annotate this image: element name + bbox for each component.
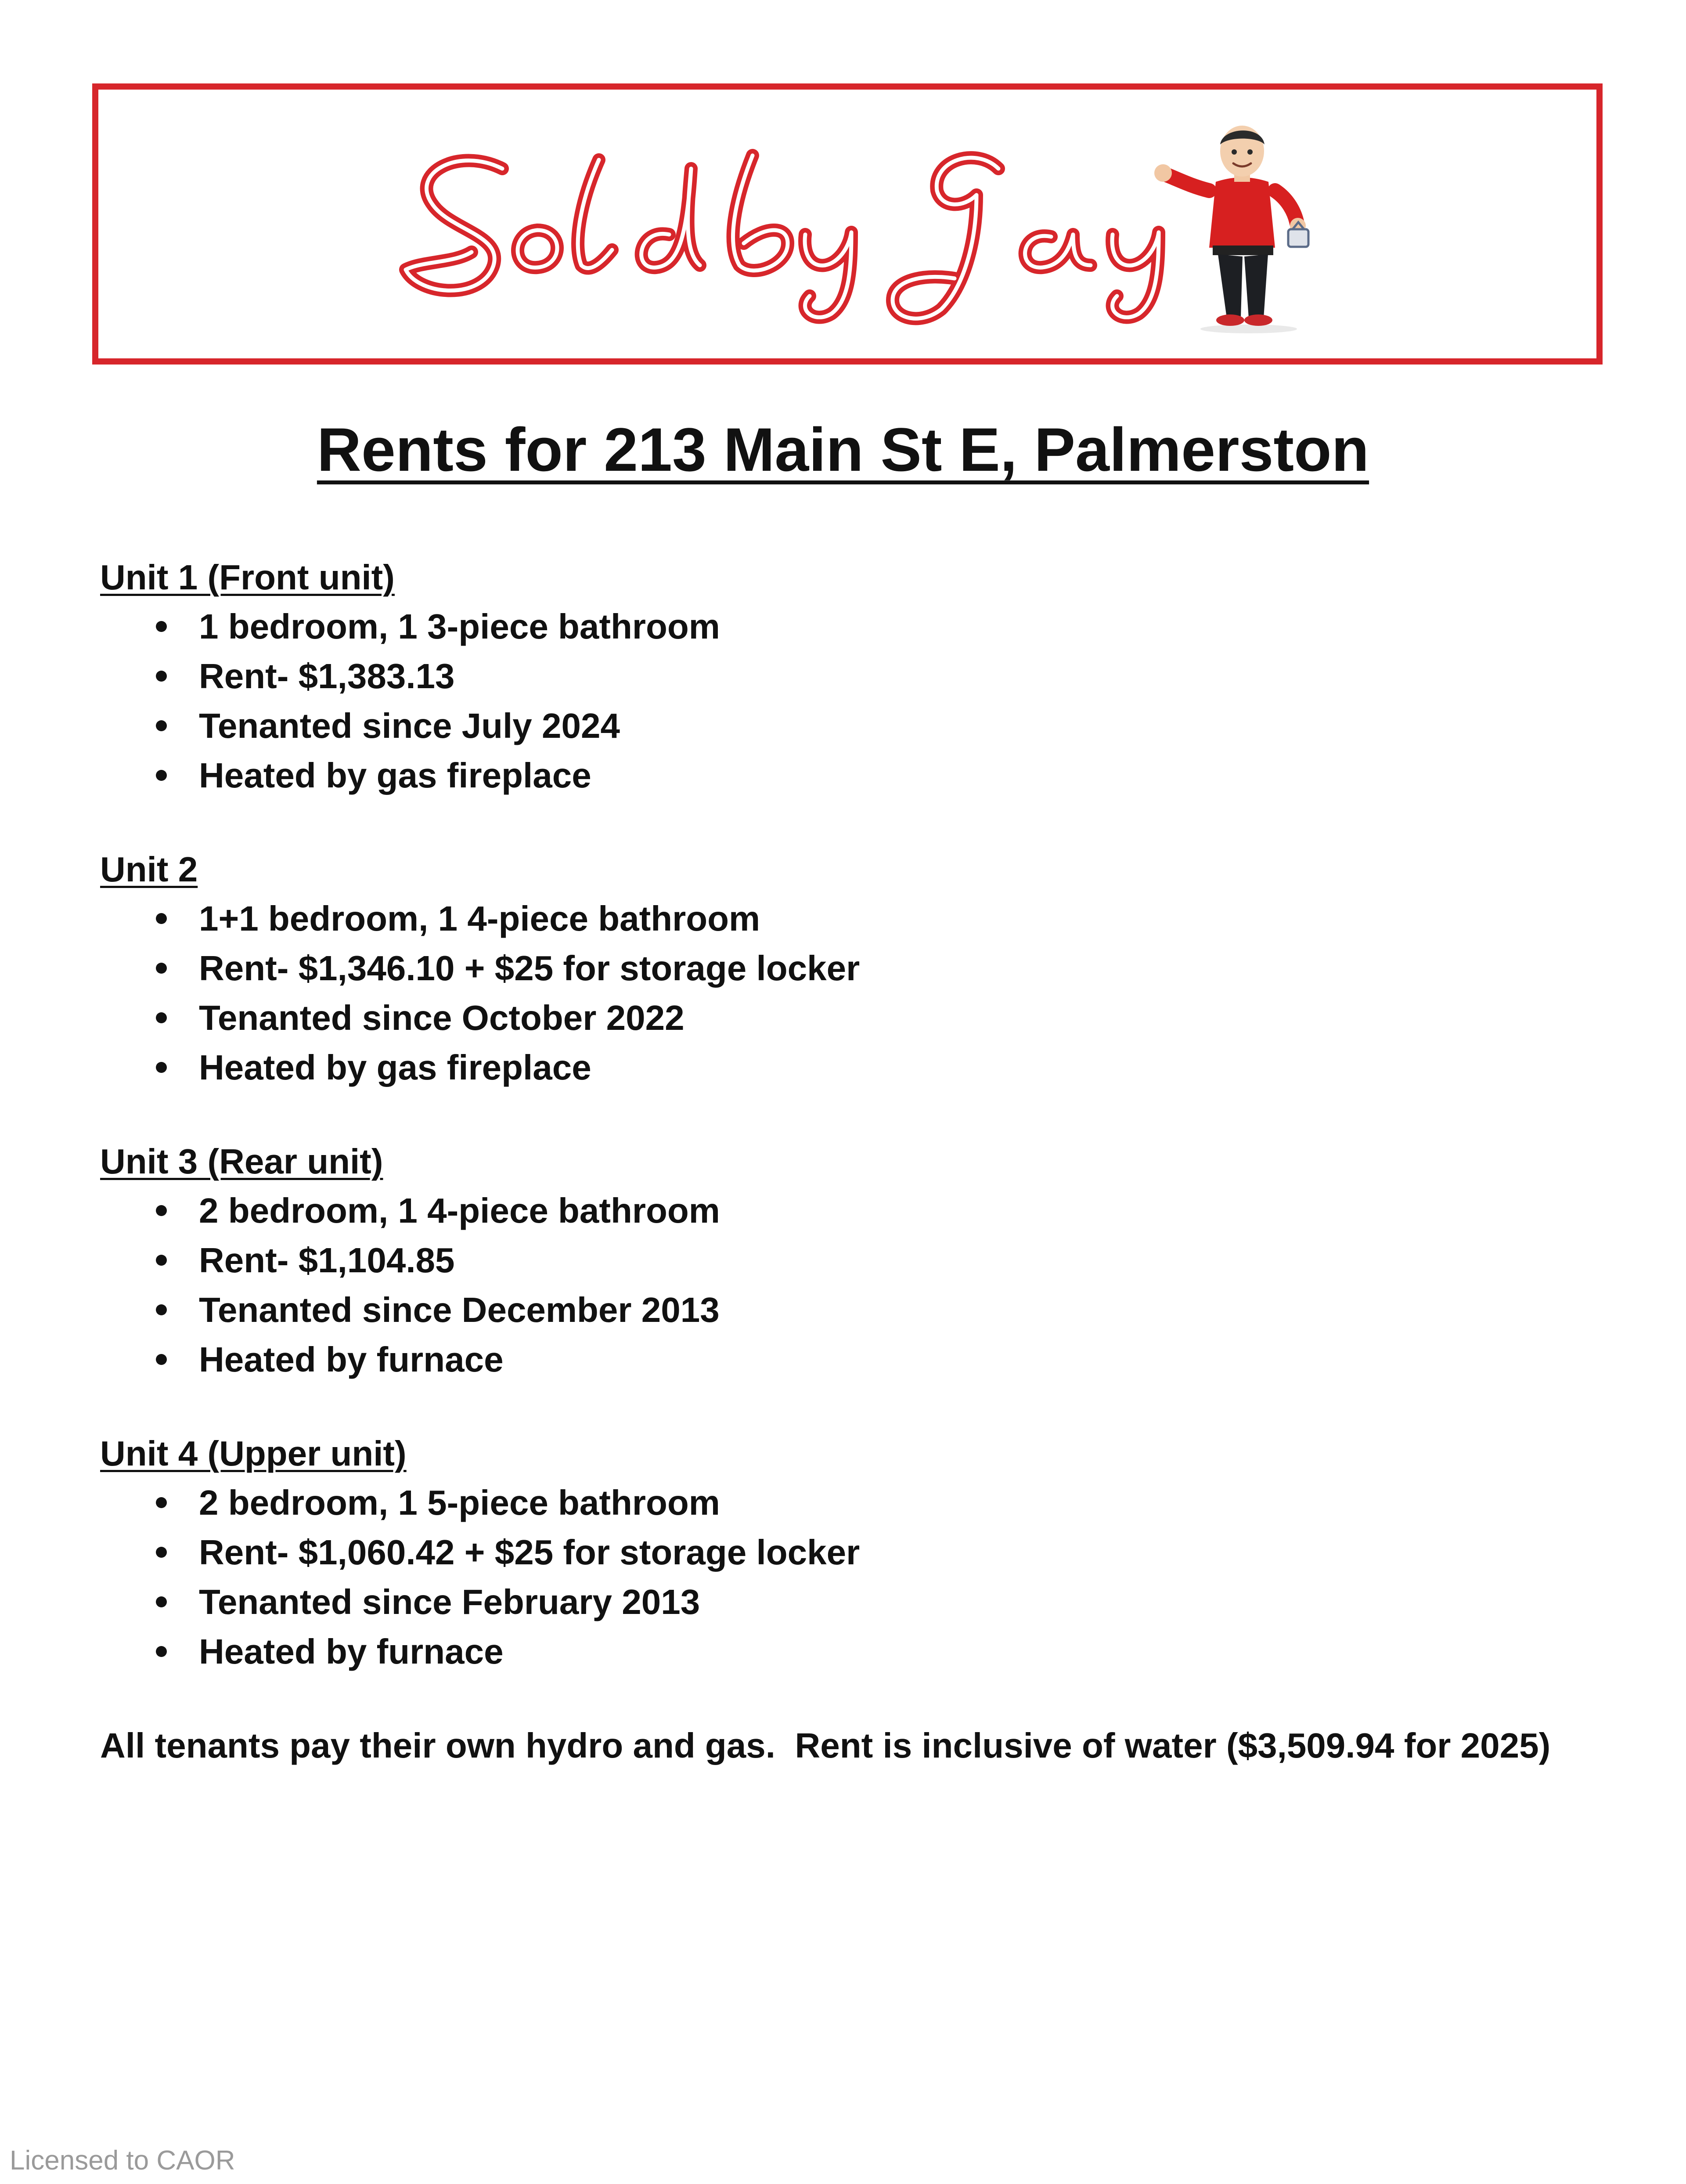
page-title [0,413,1686,487]
unit-heading: Unit 2 [100,850,198,889]
bullet-icon [156,1596,167,1607]
bullet-icon [156,1304,167,1315]
list-item-text: Tenanted since July 2024 [199,706,620,745]
list-item-text: 2 bedroom, 1 4-piece bathroom [199,1191,720,1230]
list-item [100,1186,1593,1235]
sold-by-jay-banner [92,83,1603,365]
bullet-icon [156,913,167,924]
list-item [100,1478,1593,1527]
bullet-icon [156,671,167,682]
list-item [100,1335,1593,1384]
mascot-icon [1143,125,1337,336]
unit-section-4 [100,1430,1593,1676]
bullet-icon [156,1205,167,1216]
unit-details-list [100,1478,1593,1676]
list-item [100,993,1593,1043]
license-watermark: Licensed to CAOR [10,2145,235,2176]
list-item [100,1285,1593,1335]
bullet-icon [156,1354,167,1365]
list-item-text: Heated by gas fireplace [199,1048,591,1087]
unit-details-list [100,1186,1593,1384]
unit-heading: Unit 3 (Rear unit) [100,1142,383,1181]
utilities-note: All tenants pay their own hydro and gas. Rent is inclusive of water ($3,509.94 for 2025) [100,1726,1551,1765]
bullet-icon [156,1062,167,1073]
unit-details-list [100,894,1593,1092]
bullet-icon [156,1547,167,1558]
list-item-text: 1+1 bedroom, 1 4-piece bathroom [199,899,760,938]
list-item-text: Heated by furnace [199,1632,504,1671]
unit-details-list [100,602,1593,800]
list-item-text: 1 bedroom, 1 3-piece bathroom [199,607,720,646]
list-item [100,751,1593,800]
list-item-text: Tenanted since February 2013 [199,1582,700,1621]
list-item [100,651,1593,701]
list-item-text: Rent- $1,383.13 [199,657,455,696]
list-item-text: 2 bedroom, 1 5-piece bathroom [199,1483,720,1522]
unit-heading: Unit 1 (Front unit) [100,558,395,597]
bullet-icon [156,1255,167,1266]
list-item [100,1527,1593,1577]
list-item [100,1043,1593,1092]
list-item-text: Tenanted since October 2022 [199,998,684,1037]
bullet-icon [156,1497,167,1508]
list-item-text: Rent- $1,346.10 + $25 for storage locker [199,949,860,988]
list-item [100,701,1593,751]
bullet-icon [156,1012,167,1023]
list-item [100,1627,1593,1676]
bullet-icon [156,1646,167,1657]
bullet-icon [156,720,167,731]
unit-section-1 [100,553,1593,800]
bullet-icon [156,963,167,974]
page-title-text: Rents for 213 Main St E, Palmerston [317,415,1369,484]
bullet-icon [156,770,167,781]
list-item-text: Rent- $1,104.85 [199,1241,455,1280]
list-item [100,602,1593,651]
unit-heading: Unit 4 (Upper unit) [100,1434,407,1473]
list-item-text: Tenanted since December 2013 [199,1290,720,1329]
list-item [100,1577,1593,1627]
list-item [100,943,1593,993]
list-item [100,894,1593,943]
list-item-text: Heated by furnace [199,1340,504,1379]
sold-by-jay-logo [393,120,1249,331]
unit-section-3 [100,1137,1593,1384]
list-item [100,1235,1593,1285]
bullet-icon [156,621,167,632]
list-item-text: Heated by gas fireplace [199,756,591,795]
list-item-text: Rent- $1,060.42 + $25 for storage locker [199,1533,860,1572]
unit-section-2 [100,845,1593,1092]
